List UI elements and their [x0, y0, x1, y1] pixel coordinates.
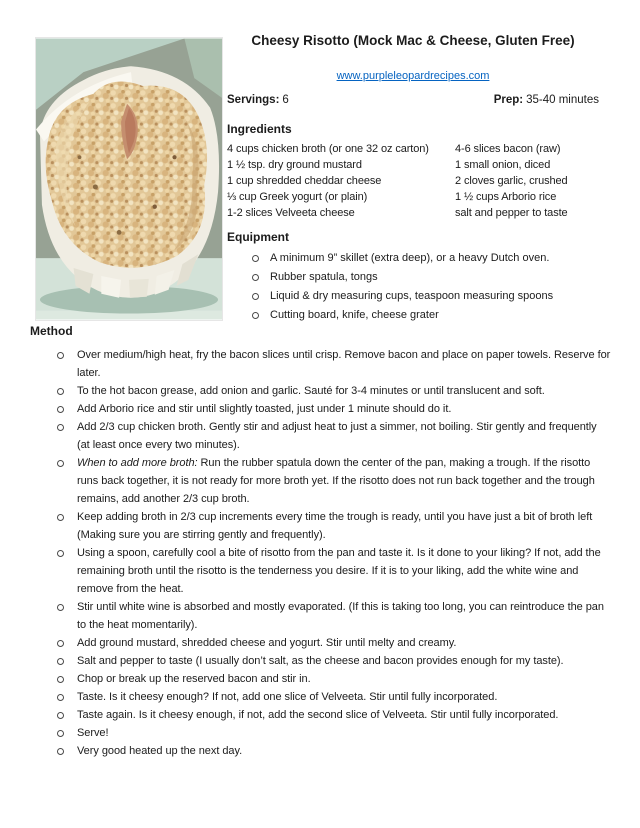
ingredient-line: 4 cups chicken broth (or one 32 oz carton)	[227, 143, 429, 155]
method-step-text: Stir until white wine is absorbed and mostly evaporated. (If this is taking too long, you can reintroduce the pan to the heat momentarily).	[77, 601, 604, 631]
equipment-item	[227, 306, 627, 325]
prep-label: Prep:	[493, 94, 524, 106]
method-step-text: Over medium/high heat, fry the bacon slices until crisp. Remove bacon and place on paper towels. Reserve for later.	[77, 349, 611, 379]
ingredient-line: 2 cloves garlic, crushed	[455, 175, 568, 187]
method-step	[30, 706, 620, 724]
method-step	[30, 742, 620, 760]
equipment-item-text: Rubber spatula, tongs	[270, 271, 378, 283]
method-step	[30, 670, 620, 688]
prep-value: 35-40 minutes	[526, 94, 599, 106]
method-step	[30, 454, 620, 508]
method-step-text: Serve!	[77, 727, 109, 739]
method-step	[30, 688, 620, 706]
equipment-item	[227, 268, 627, 287]
bullet-icon	[57, 352, 64, 359]
bullet-icon	[57, 424, 64, 431]
ingredient-line: 1 ½ cups Arborio rice	[455, 191, 557, 203]
method-step	[30, 418, 620, 454]
ingredient-line: ⅓ cup Greek yogurt (or plain)	[227, 191, 368, 203]
method-step-text: When to add more broth: Run the rubber spatula down the center of the pan, making a trough. If the risotto runs back together, it is not ready for more broth yet. If the risotto does not run back together and the trough remains, add another 2/3 cup broth.	[77, 457, 595, 505]
recipe-photo	[35, 37, 223, 321]
bullet-icon	[252, 293, 259, 300]
ingredients-column-2	[455, 141, 568, 221]
equipment-item	[227, 249, 627, 268]
equipment-item-text: A minimum 9” skillet (extra deep), or a heavy Dutch oven.	[270, 252, 550, 264]
risotto-bowl-image	[36, 38, 222, 320]
bullet-icon	[57, 712, 64, 719]
equipment-item-text: Cutting board, knife, cheese grater	[270, 309, 439, 321]
equipment-list	[227, 249, 627, 325]
bullet-icon	[252, 312, 259, 319]
servings	[227, 94, 289, 106]
prep-time	[494, 94, 599, 106]
method-step-text: Add Arborio rice and stir until slightly toasted, just under 1 minute should do it.	[77, 403, 452, 415]
bullet-icon	[57, 550, 64, 557]
servings-label: Servings:	[227, 94, 280, 106]
bullet-icon	[57, 748, 64, 755]
method-step	[30, 598, 620, 634]
method-step-text: To the hot bacon grease, add onion and garlic. Sauté for 3-4 minutes or until translucent and soft.	[77, 385, 545, 397]
site-link-row	[227, 70, 599, 82]
method-step	[30, 634, 620, 652]
website-link[interactable]: www.purpleleopardrecipes.com	[336, 70, 490, 82]
method-step	[30, 400, 620, 418]
equipment-heading: Equipment	[227, 230, 289, 244]
equipment-section	[227, 230, 627, 325]
method-heading: Method	[30, 324, 73, 338]
bullet-icon	[252, 274, 259, 281]
ingredients-column-1	[227, 141, 429, 221]
bullet-icon	[57, 514, 64, 521]
method-step	[30, 382, 620, 400]
method-section	[30, 324, 620, 760]
method-step-lead: When to add more broth:	[77, 457, 198, 469]
recipe-title: Cheesy Risotto (Mock Mac & Cheese, Gluten Free)	[251, 33, 575, 48]
method-step-text: Taste again. Is it cheesy enough, if not, add the second slice of Velveeta. Stir until fully incorporated.	[77, 709, 559, 721]
method-step-text: Using a spoon, carefully cool a bite of risotto from the pan and taste it. Is it done to your liking? If not, add the remaining broth until the risotto is the tenderness you desire. If it is to your liking, add the white wine and remove from the heat.	[77, 547, 601, 595]
method-step-text: Taste. Is it cheesy enough? If not, add one slice of Velveeta. Stir until fully incorporated.	[77, 691, 498, 703]
bullet-icon	[57, 658, 64, 665]
bullet-icon	[57, 388, 64, 395]
bullet-icon	[57, 730, 64, 737]
bullet-icon	[252, 255, 259, 262]
method-step-text: Very good heated up the next day.	[77, 745, 243, 757]
bullet-icon	[57, 694, 64, 701]
bullet-icon	[57, 460, 64, 467]
bullet-icon	[57, 406, 64, 413]
method-step	[30, 508, 620, 544]
method-step	[30, 724, 620, 742]
method-list	[30, 346, 620, 760]
ingredient-line: 1 small onion, diced	[455, 159, 551, 171]
bullet-icon	[57, 676, 64, 683]
ingredients-heading: Ingredients	[227, 122, 292, 136]
ingredient-line: 1 cup shredded cheddar cheese	[227, 175, 382, 187]
method-step-text: Add 2/3 cup chicken broth. Gently stir and adjust heat to just a simmer, not boiling. Stir gently and frequently (at least once every two minutes).	[77, 421, 597, 451]
method-step-text: Add ground mustard, shredded cheese and yogurt. Stir until melty and creamy.	[77, 637, 457, 649]
bullet-icon	[57, 604, 64, 611]
ingredients-section	[227, 122, 627, 219]
ingredient-line: 1 ½ tsp. dry ground mustard	[227, 159, 362, 171]
meta-row	[227, 94, 599, 106]
method-step	[30, 346, 620, 382]
equipment-item-text: Liquid & dry measuring cups, teaspoon measuring spoons	[270, 290, 554, 302]
method-step-text: Keep adding broth in 2/3 cup increments every time the trough is ready, until you have just a bit of broth left (Making sure you are stirring gently and frequently).	[77, 511, 593, 541]
method-step-text: Salt and pepper to taste (I usually don’t salt, as the cheese and bacon provides enough for my taste).	[77, 655, 564, 667]
equipment-item	[227, 287, 627, 306]
bullet-icon	[57, 640, 64, 647]
ingredient-line: salt and pepper to taste	[455, 207, 568, 219]
method-step-text: Chop or break up the reserved bacon and stir in.	[77, 673, 311, 685]
method-step	[30, 652, 620, 670]
ingredient-line: 4-6 slices bacon (raw)	[455, 143, 561, 155]
servings-value: 6	[282, 94, 289, 106]
ingredient-line: 1-2 slices Velveeta cheese	[227, 207, 355, 219]
method-step	[30, 544, 620, 598]
